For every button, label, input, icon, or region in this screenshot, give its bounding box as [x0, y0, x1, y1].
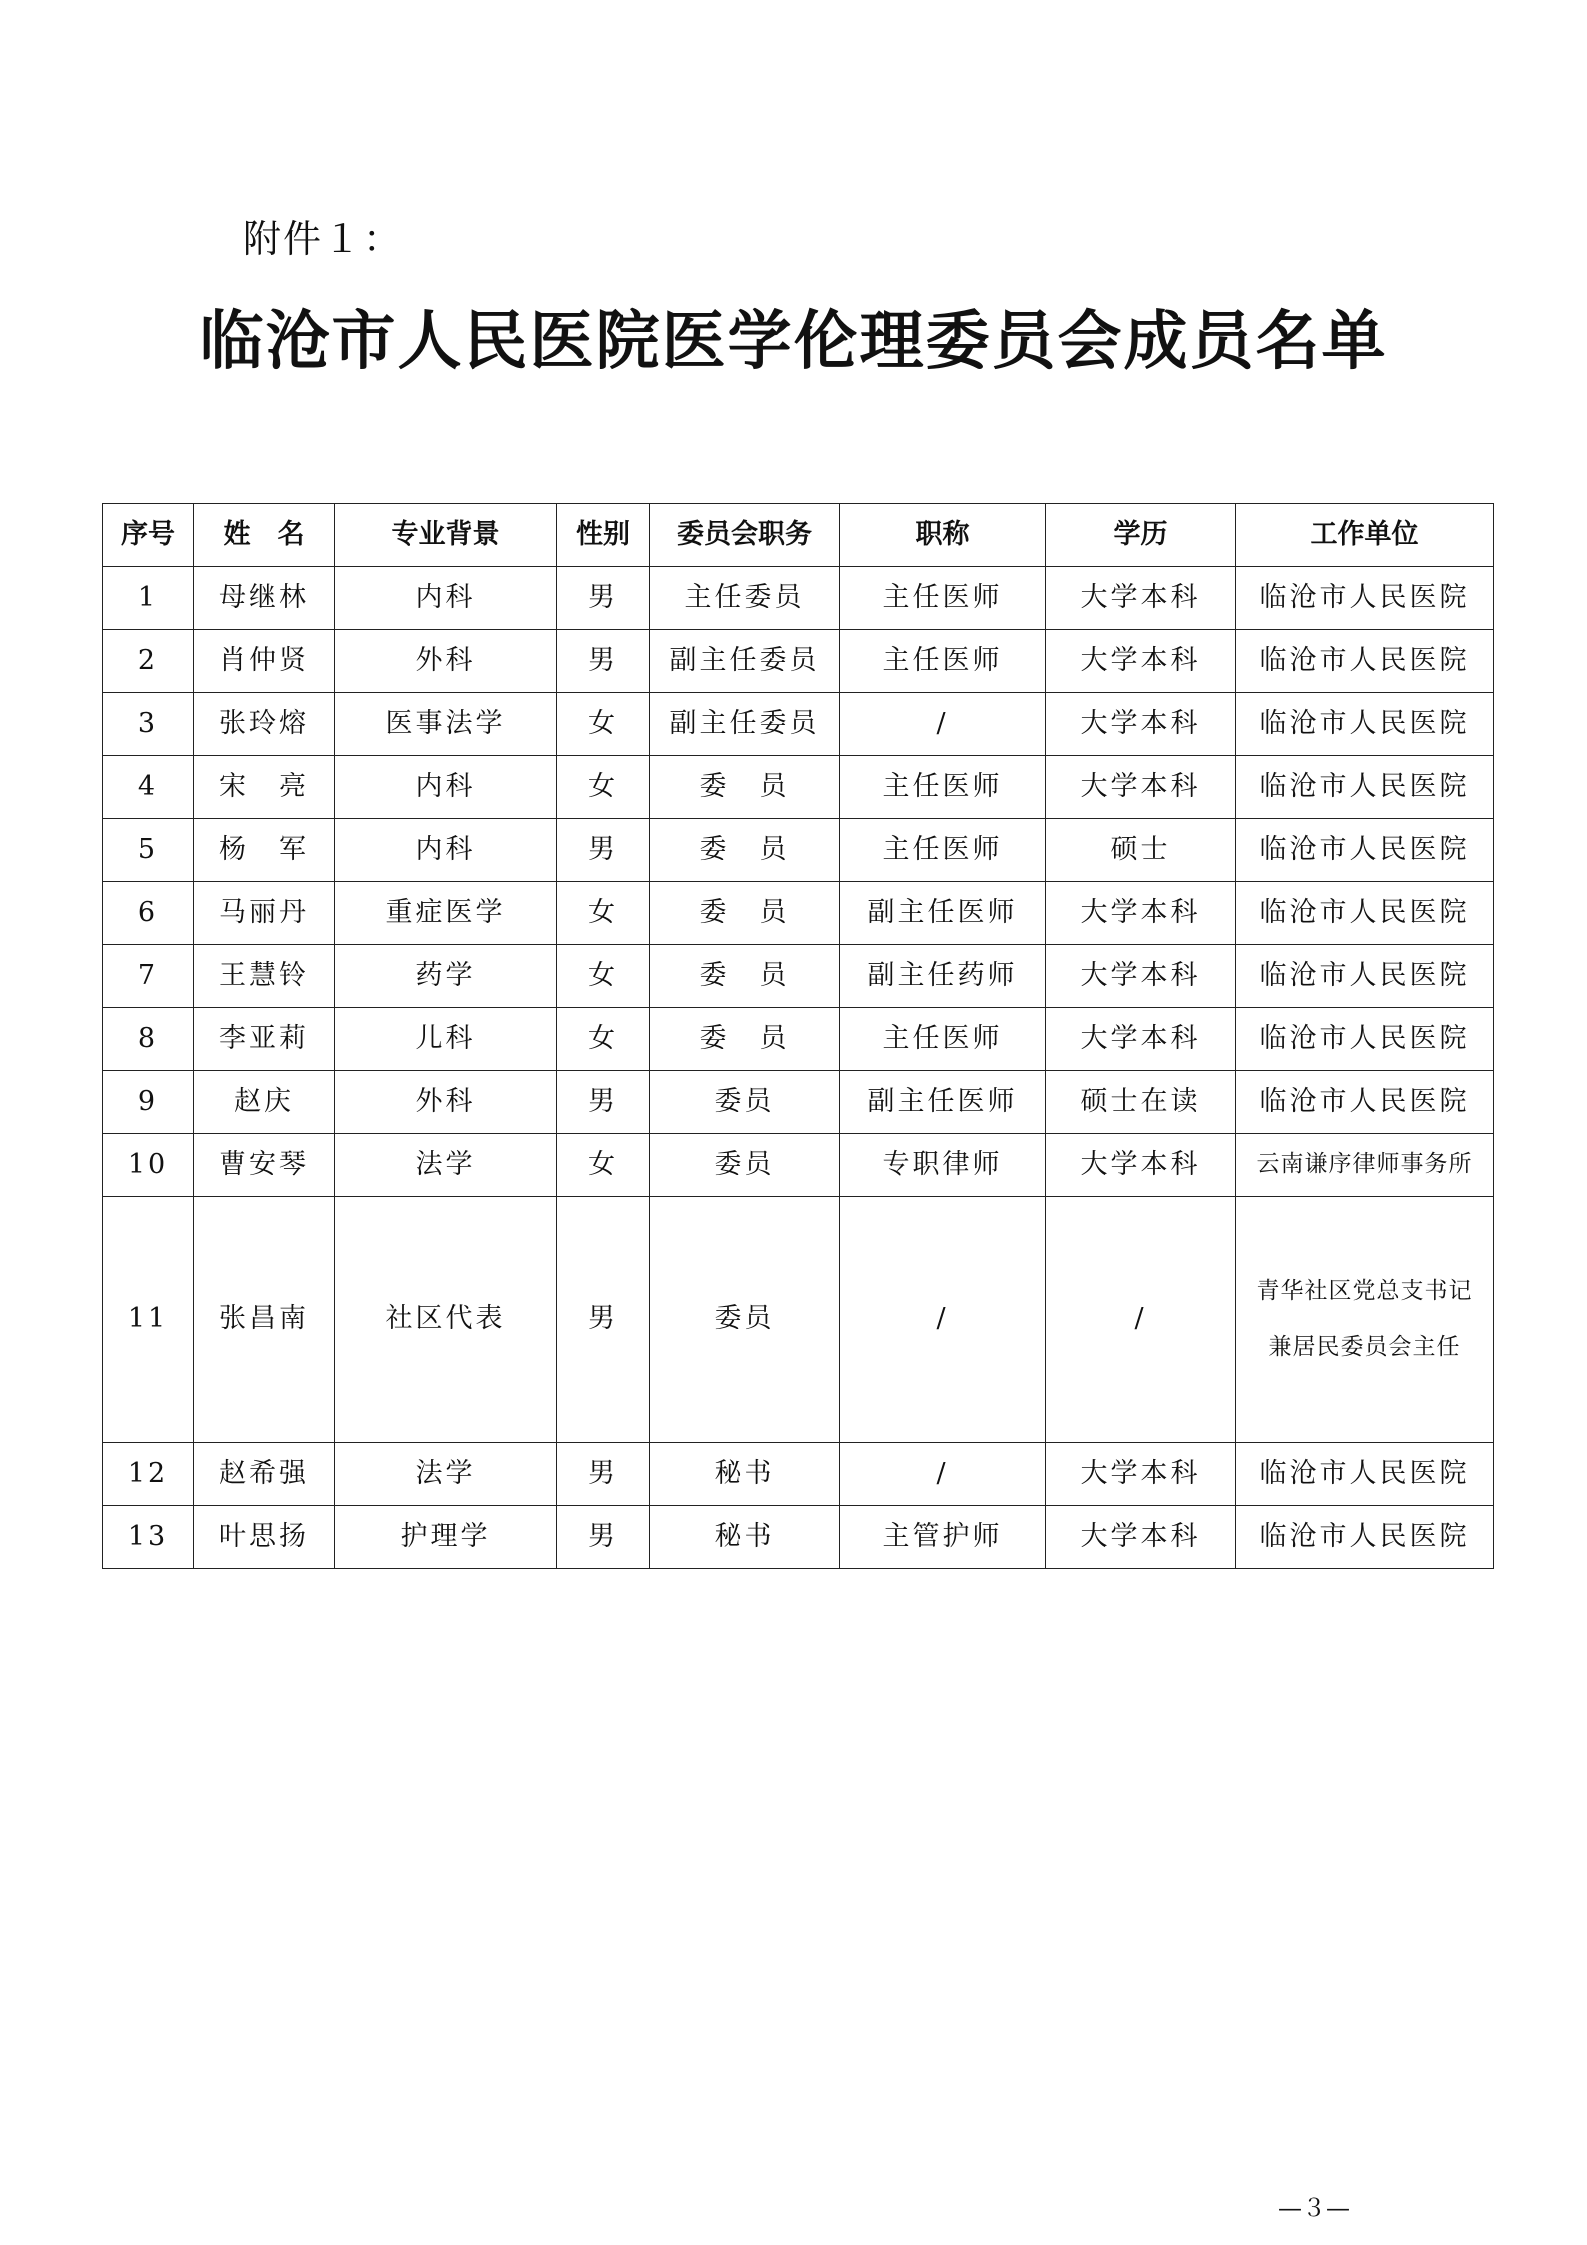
cell-specialty: 药学 — [335, 945, 557, 1008]
table-row — [103, 1134, 1494, 1197]
cell-committee-role: 委员 — [650, 1134, 840, 1197]
cell-gender: 女 — [557, 1008, 650, 1071]
cell-index: 8 — [103, 1008, 194, 1071]
cell-education: 大学本科 — [1046, 1008, 1236, 1071]
cell-education: 硕士 — [1046, 819, 1236, 882]
table-row — [103, 819, 1494, 882]
header-gender: 性别 — [557, 504, 650, 567]
document-title: 临沧市人民医院医学伦理委员会成员名单 — [199, 304, 1388, 379]
cell-work-unit: 临沧市人民医院 — [1236, 945, 1494, 1008]
table-row — [103, 1071, 1494, 1134]
cell-specialty: 法学 — [335, 1443, 557, 1506]
cell-index: 11 — [103, 1197, 194, 1443]
cell-index: 6 — [103, 882, 194, 945]
cell-education: 大学本科 — [1046, 945, 1236, 1008]
cell-work-unit: 临沧市人民医院 — [1236, 1443, 1494, 1506]
cell-work-unit: 临沧市人民医院 — [1236, 567, 1494, 630]
page-number: —３— — [1278, 2194, 1350, 2222]
cell-committee-role: 委 员 — [650, 1008, 840, 1071]
cell-name: 马丽丹 — [194, 882, 335, 945]
cell-title: 主任医师 — [840, 567, 1046, 630]
header-committee-role: 委员会职务 — [650, 504, 840, 567]
cell-education: 大学本科 — [1046, 882, 1236, 945]
cell-specialty: 社区代表 — [335, 1197, 557, 1443]
cell-name: 赵庆 — [194, 1071, 335, 1134]
cell-specialty: 法学 — [335, 1134, 557, 1197]
cell-committee-role: 副主任委员 — [650, 630, 840, 693]
header-name: 姓 名 — [194, 504, 335, 567]
cell-specialty: 外科 — [335, 630, 557, 693]
cell-education: 大学本科 — [1046, 1506, 1236, 1569]
work-unit-line: 兼居民委员会主任 — [1268, 1333, 1461, 1360]
cell-index: 3 — [103, 693, 194, 756]
table-row — [103, 882, 1494, 945]
cell-index: 12 — [103, 1443, 194, 1506]
cell-committee-role: 委员 — [650, 1197, 840, 1443]
table-row — [103, 756, 1494, 819]
cell-index: 2 — [103, 630, 194, 693]
cell-education: 大学本科 — [1046, 1134, 1236, 1197]
cell-gender: 女 — [557, 1134, 650, 1197]
cell-education: 大学本科 — [1046, 693, 1236, 756]
cell-name: 母继林 — [194, 567, 335, 630]
cell-specialty: 内科 — [335, 819, 557, 882]
cell-gender: 男 — [557, 567, 650, 630]
cell-index: 10 — [103, 1134, 194, 1197]
cell-gender: 男 — [557, 630, 650, 693]
cell-gender: 女 — [557, 693, 650, 756]
table-row — [103, 1197, 1494, 1443]
cell-work-unit: 临沧市人民医院 — [1236, 1506, 1494, 1569]
cell-gender: 男 — [557, 1506, 650, 1569]
cell-title: 副主任医师 — [840, 1071, 1046, 1134]
table-row — [103, 1443, 1494, 1506]
cell-committee-role: 秘书 — [650, 1443, 840, 1506]
cell-name: 王慧铃 — [194, 945, 335, 1008]
cell-title: / — [840, 1197, 1046, 1443]
cell-name: 赵希强 — [194, 1443, 335, 1506]
cell-specialty: 医事法学 — [335, 693, 557, 756]
cell-name: 张玲熔 — [194, 693, 335, 756]
cell-committee-role: 主任委员 — [650, 567, 840, 630]
table-row — [103, 1008, 1494, 1071]
cell-education: 大学本科 — [1046, 567, 1236, 630]
cell-index: 1 — [103, 567, 194, 630]
cell-name: 宋 亮 — [194, 756, 335, 819]
work-unit-line: 青华社区党总支书记 — [1256, 1277, 1473, 1304]
cell-name: 叶思扬 — [194, 1506, 335, 1569]
cell-specialty: 内科 — [335, 567, 557, 630]
cell-work-unit: 云南谦序律师事务所 — [1236, 1134, 1494, 1197]
cell-gender: 男 — [557, 1443, 650, 1506]
table-row — [103, 1506, 1494, 1569]
cell-name: 张昌南 — [194, 1197, 335, 1443]
cell-committee-role: 委 员 — [650, 882, 840, 945]
table-header-row — [103, 504, 1494, 567]
cell-committee-role: 秘书 — [650, 1506, 840, 1569]
cell-specialty: 重症医学 — [335, 882, 557, 945]
cell-title: 主任医师 — [840, 819, 1046, 882]
cell-education: 大学本科 — [1046, 630, 1236, 693]
cell-education: 硕士在读 — [1046, 1071, 1236, 1134]
cell-index: 13 — [103, 1506, 194, 1569]
cell-title: 副主任医师 — [840, 882, 1046, 945]
cell-work-unit: 临沧市人民医院 — [1236, 1071, 1494, 1134]
cell-name: 肖仲贤 — [194, 630, 335, 693]
cell-title: 副主任药师 — [840, 945, 1046, 1008]
cell-work-unit: 临沧市人民医院 — [1236, 630, 1494, 693]
table-row — [103, 693, 1494, 756]
cell-name: 曹安琴 — [194, 1134, 335, 1197]
cell-title: 主任医师 — [840, 1008, 1046, 1071]
cell-specialty: 护理学 — [335, 1506, 557, 1569]
committee-roster-table — [102, 503, 1494, 1569]
cell-index: 5 — [103, 819, 194, 882]
cell-education: 大学本科 — [1046, 756, 1236, 819]
header-work-unit: 工作单位 — [1236, 504, 1494, 567]
header-education: 学历 — [1046, 504, 1236, 567]
cell-education: / — [1046, 1197, 1236, 1443]
cell-work-unit — [1236, 1197, 1494, 1443]
cell-gender: 女 — [557, 882, 650, 945]
cell-gender: 女 — [557, 756, 650, 819]
cell-title: / — [840, 693, 1046, 756]
cell-gender: 男 — [557, 1197, 650, 1443]
cell-title: / — [840, 1443, 1046, 1506]
cell-committee-role: 委 员 — [650, 945, 840, 1008]
header-specialty: 专业背景 — [335, 504, 557, 567]
cell-index: 4 — [103, 756, 194, 819]
cell-work-unit: 临沧市人民医院 — [1236, 882, 1494, 945]
cell-title: 主任医师 — [840, 756, 1046, 819]
cell-specialty: 儿科 — [335, 1008, 557, 1071]
cell-index: 9 — [103, 1071, 194, 1134]
cell-name: 李亚莉 — [194, 1008, 335, 1071]
cell-gender: 男 — [557, 1071, 650, 1134]
table-row — [103, 567, 1494, 630]
attachment-label: 附件１： — [243, 217, 404, 261]
table-row — [103, 630, 1494, 693]
cell-committee-role: 副主任委员 — [650, 693, 840, 756]
cell-gender: 男 — [557, 819, 650, 882]
cell-work-unit: 临沧市人民医院 — [1236, 756, 1494, 819]
cell-work-unit: 临沧市人民医院 — [1236, 693, 1494, 756]
cell-name: 杨 军 — [194, 819, 335, 882]
cell-specialty: 内科 — [335, 756, 557, 819]
header-index: 序号 — [103, 504, 194, 567]
header-title: 职称 — [840, 504, 1046, 567]
cell-committee-role: 委 员 — [650, 819, 840, 882]
cell-index: 7 — [103, 945, 194, 1008]
cell-gender: 女 — [557, 945, 650, 1008]
cell-committee-role: 委 员 — [650, 756, 840, 819]
cell-work-unit: 临沧市人民医院 — [1236, 1008, 1494, 1071]
cell-title: 主任医师 — [840, 630, 1046, 693]
table-row — [103, 945, 1494, 1008]
cell-title: 主管护师 — [840, 1506, 1046, 1569]
cell-education: 大学本科 — [1046, 1443, 1236, 1506]
cell-title: 专职律师 — [840, 1134, 1046, 1197]
cell-work-unit: 临沧市人民医院 — [1236, 819, 1494, 882]
cell-committee-role: 委员 — [650, 1071, 840, 1134]
cell-specialty: 外科 — [335, 1071, 557, 1134]
